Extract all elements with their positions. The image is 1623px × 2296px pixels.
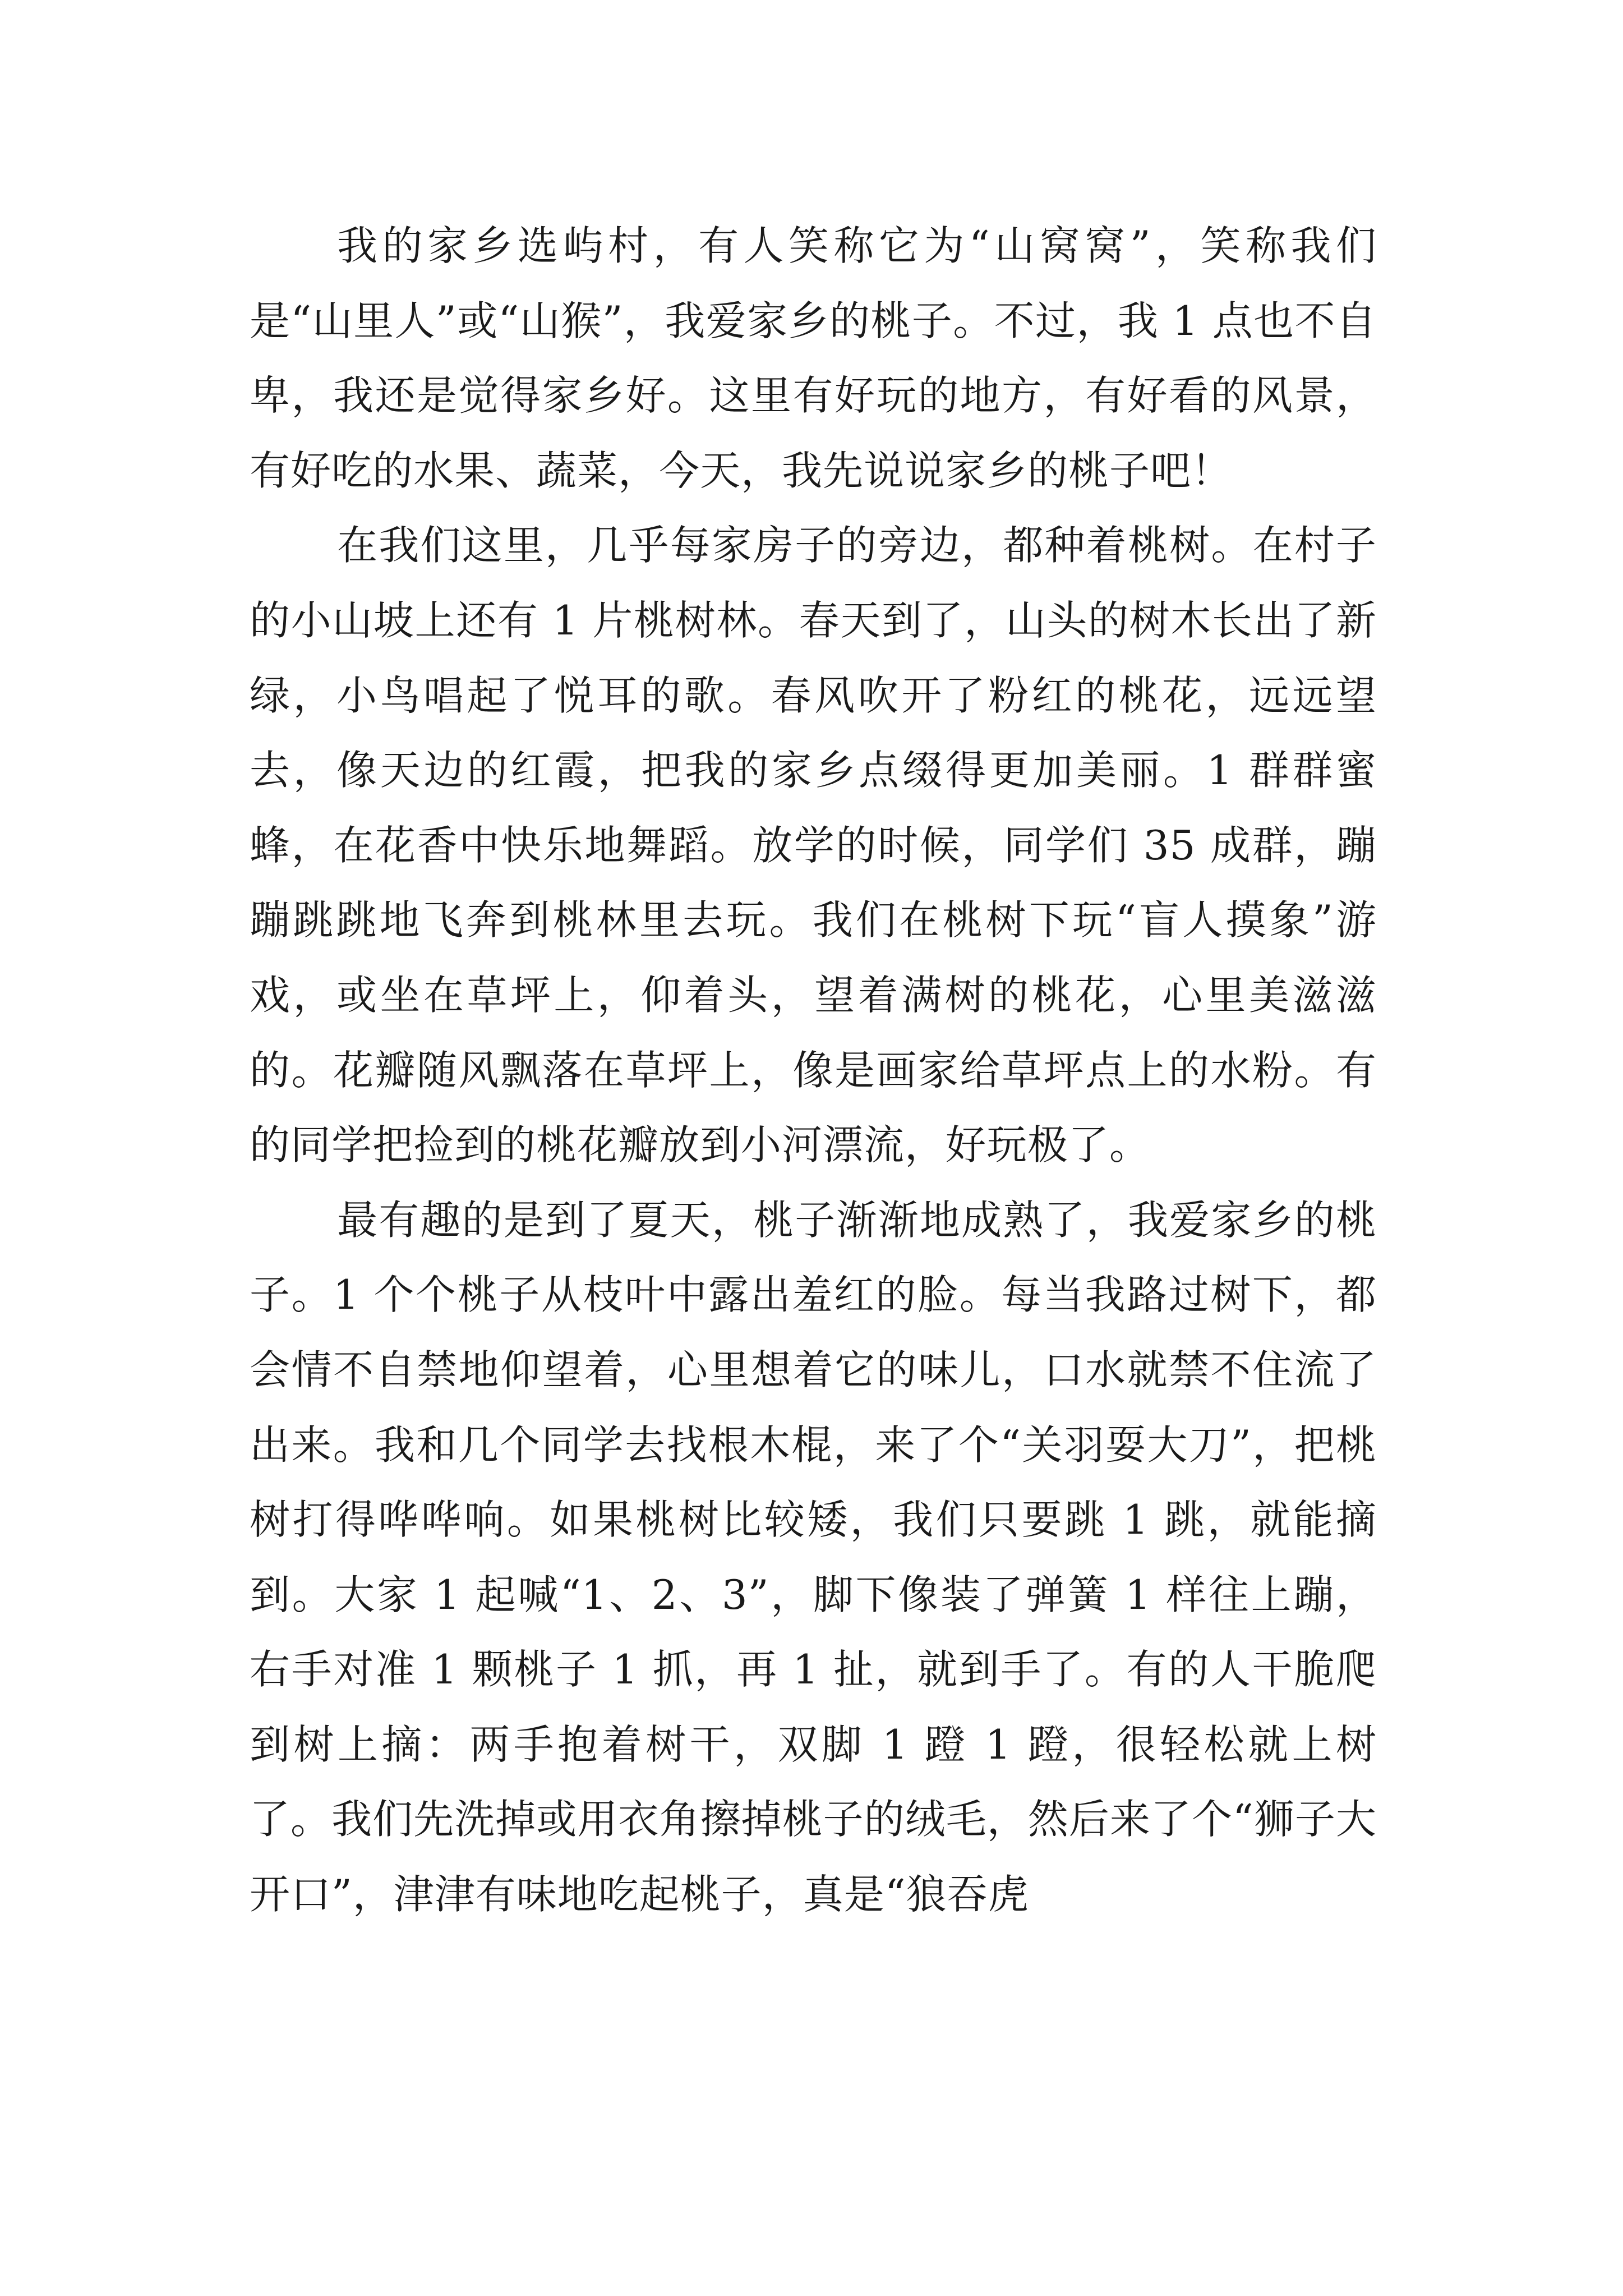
paragraph: 在我们这里，几乎每家房子的旁边，都种着桃树。在村子的小山坡上还有 1 片桃树林。春天到了，山头的树木长出了新绿，小鸟唱起了悦耳的歌。春风吹开了粉红的桃花，远远望去，像天边的红霞，把我的家乡点缀得更加美丽。1 群群蜜蜂，在花香中快乐地舞蹈。放学的时候，同学们 35 成群，蹦蹦跳跳地飞奔到桃林里去玩。我们在桃树下玩“盲人摸象”游戏，或坐在草坪上，仰着头，望着满树的桃花，心里美滋滋的。花瓣随风飘落在草坪上，像是画家给草坪点上的水粉。有的同学把捡到的桃花瓣放到小河漂流，好玩极了。: [250, 522, 1377, 1169]
paragraph: 最有趣的是到了夏天，桃子渐渐地成熟了，我爱家乡的桃子。1 个个桃子从枝叶中露出羞红的脸。每当我路过树下，都会情不自禁地仰望着，心里想着它的味儿，口水就禁不住流了出来。我和几个同学去找根木棍，来了个“关羽耍大刀”，把桃树打得哗哗响。如果桃树比较矮，我们只要跳 1 跳，就能摘到。大家 1 起喊“1、2、3”，脚下像装了弹簧 1 样往上蹦，右手对准 1 颗桃子 1 抓，再 1 扯，就到手了。有的人干脆爬到树上摘：两手抱着树干，双脚 1 蹬 1 蹬，很轻松就上树了。我们先洗掉或用衣角擦掉桃子的绒毛，然后来了个“狮子大开口”，津津有味地吃起桃子，真是“狼吞虎: [250, 1196, 1377, 1918]
paragraph: 我的家乡选屿村，有人笑称它为“山窝窝”，笑称我们是“山里人”或“山猴”，我爱家乡的桃子。不过，我 1 点也不自卑，我还是觉得家乡好。这里有好玩的地方，有好看的风景，有好吃的水果、蔬菜，今天，我先说说家乡的桃子吧！: [250, 222, 1377, 494]
document-body: [250, 209, 1377, 1932]
